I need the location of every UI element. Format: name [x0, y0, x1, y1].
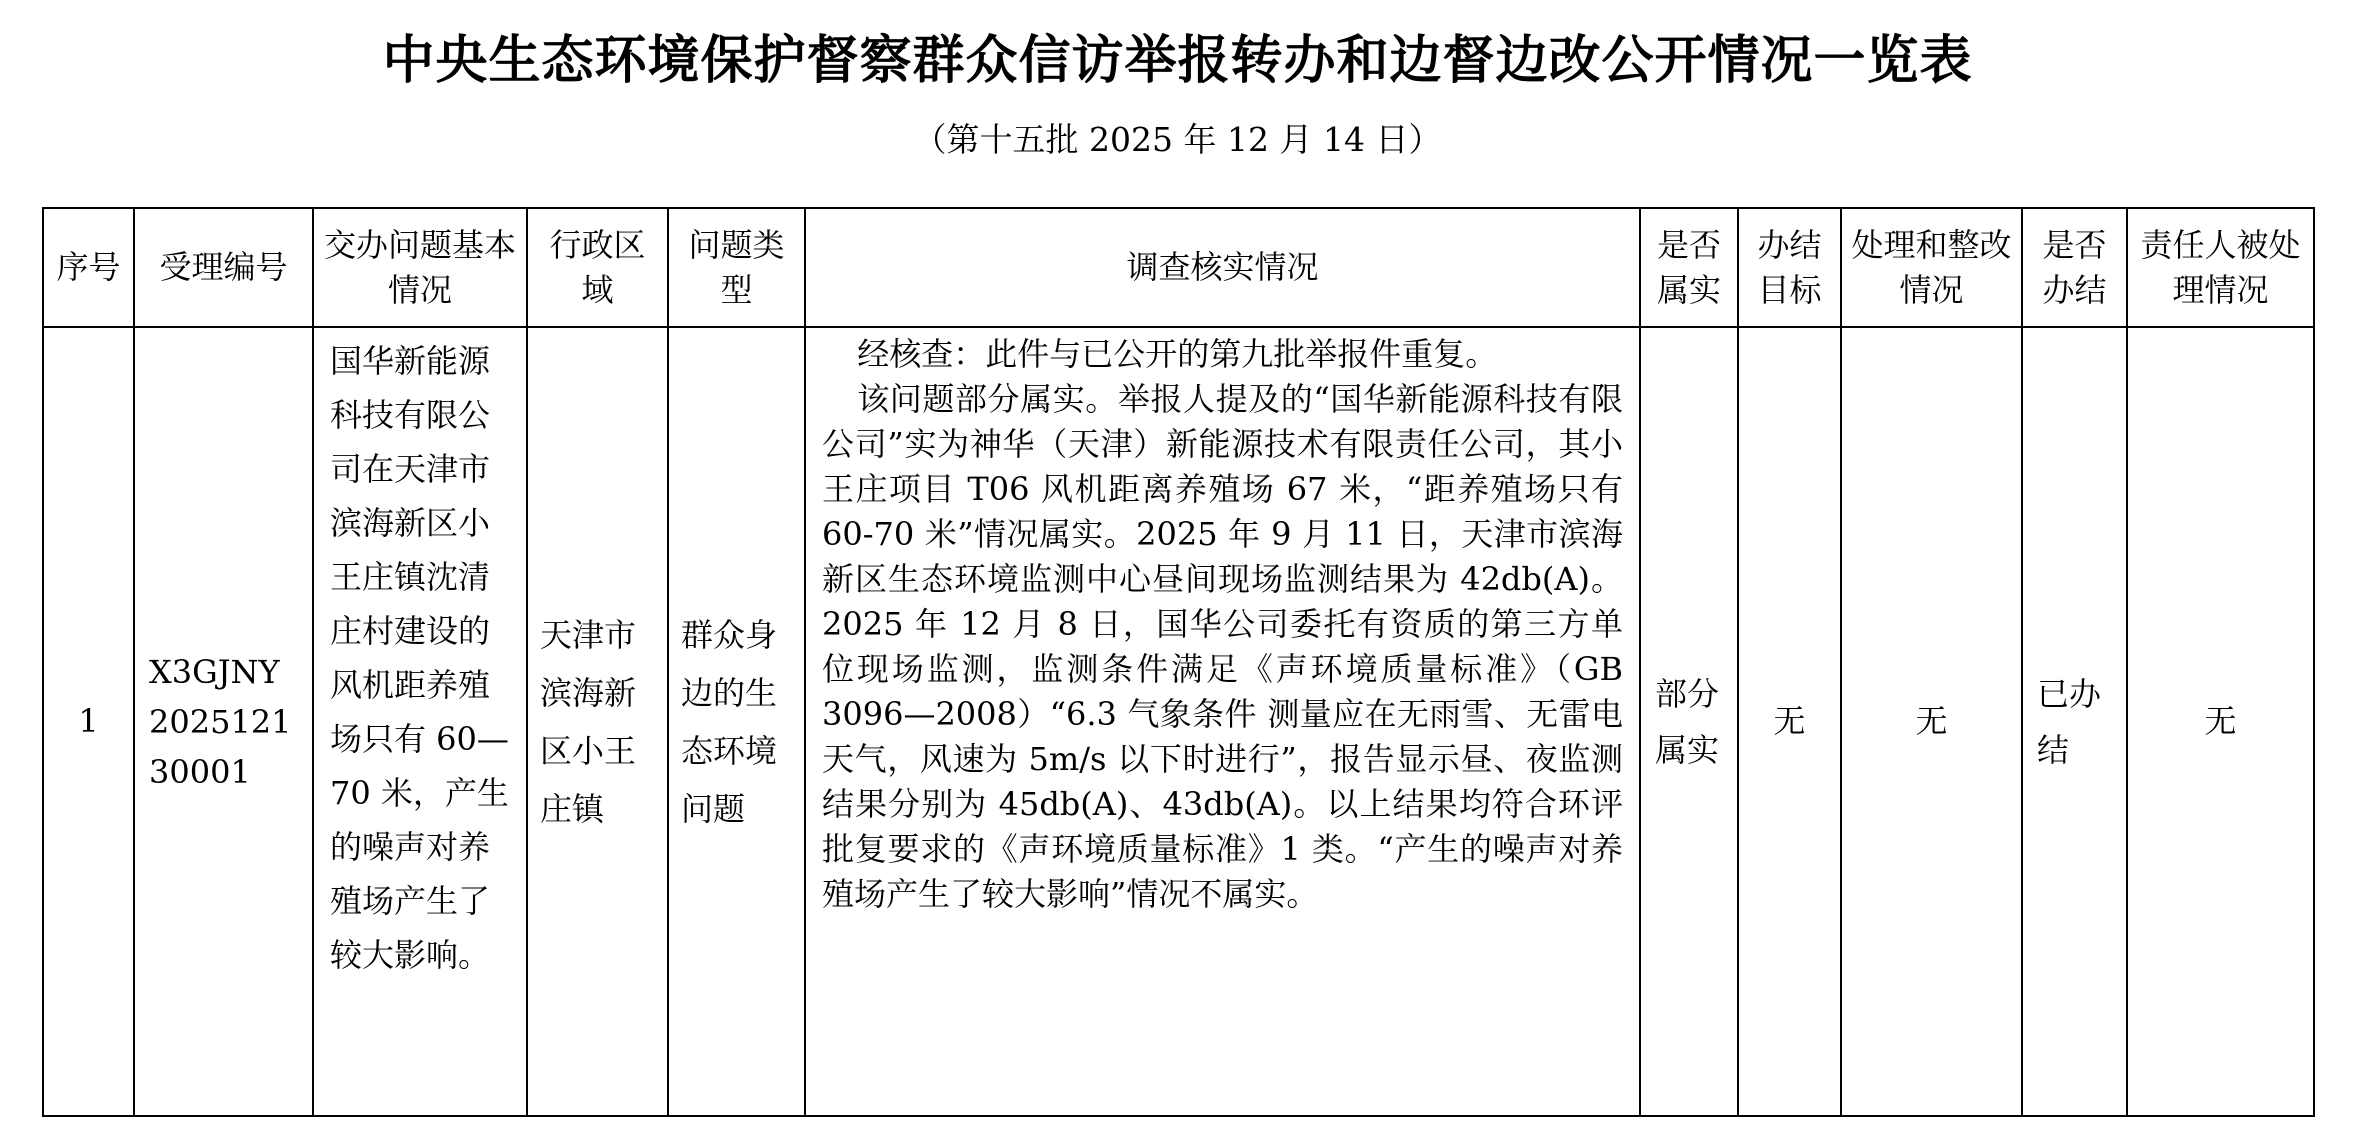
report-table [42, 207, 2315, 1117]
header-investigation: 调查核实情况 [805, 208, 1640, 327]
cell-target: 无 [1738, 327, 1841, 1116]
header-responsible: 责任人被处理情况 [2127, 208, 2314, 327]
header-region: 行政区域 [527, 208, 668, 327]
investigation-paragraph: 该问题部分属实。举报人提及的“国华新能源科技有限公司”实为神华（天津）新能源技术有限责任公司，其小王庄项目 T06 风机距离养殖场 67 米，“距养殖场只有 60-70 米”情况属实。2025 年 9 月 11 日，天津市滨海新区生态环境监测中心昼间现场监测结果为 42db(A)。2025 年 12 月 8 日，国华公司委托有资质的第三方单位现场监测，监测条件满足《声环境质量标准》（GB 3096—2008）“6.3 气象条件 测量应在无雨雪、无雷电天气，风速为 5m/s 以下时进行”，报告显示昼、夜监测结果分别为 45db(A)、43db(A)。以上结果均符合环评批复要求的《声环境质量标准》1 类。“产生的噪声对养殖场产生了较大影响”情况不属实。 [822, 380, 1623, 913]
cell-accept-no: X3GJNY202512130001 [134, 327, 313, 1116]
cell-region: 天津市滨海新区小王庄镇 [527, 327, 668, 1116]
header-is-true: 是否属实 [1640, 208, 1738, 327]
header-problem-type: 问题类型 [668, 208, 805, 327]
cell-basic-info: 国华新能源科技有限公司在天津市滨海新区小王庄镇沈清庄村建设的风机距养殖场只有 60—70 米，产生的噪声对养殖场产生了较大影响。 [313, 327, 527, 1116]
table-header [43, 208, 2314, 327]
cell-problem-type: 群众身边的生态环境问题 [668, 327, 805, 1116]
cell-is-closed: 已办结 [2022, 327, 2127, 1116]
document-subtitle: （第十五批 2025 年 12 月 14 日） [913, 120, 1442, 159]
header-is-closed: 是否办结 [2022, 208, 2127, 327]
cell-seq: 1 [43, 327, 134, 1116]
table-row [43, 327, 2314, 1116]
header-accept-no: 受理编号 [134, 208, 313, 327]
investigation-paragraph: 经核查：此件与已公开的第九批举报件重复。 [857, 335, 1498, 373]
cell-responsible: 无 [2127, 327, 2314, 1116]
header-handling: 处理和整改情况 [1841, 208, 2022, 327]
header-row [43, 208, 2314, 327]
cell-handling: 无 [1841, 327, 2022, 1116]
cell-investigation [805, 327, 1640, 1116]
header-target: 办结目标 [1738, 208, 1841, 327]
cell-is-true: 部分属实 [1640, 327, 1738, 1116]
header-basic-info: 交办问题基本情况 [313, 208, 527, 327]
document-title: 中央生态环境保护督察群众信访举报转办和边督边改公开情况一览表 [382, 30, 1973, 91]
header-seq: 序号 [43, 208, 134, 327]
table-body [43, 327, 2314, 1116]
